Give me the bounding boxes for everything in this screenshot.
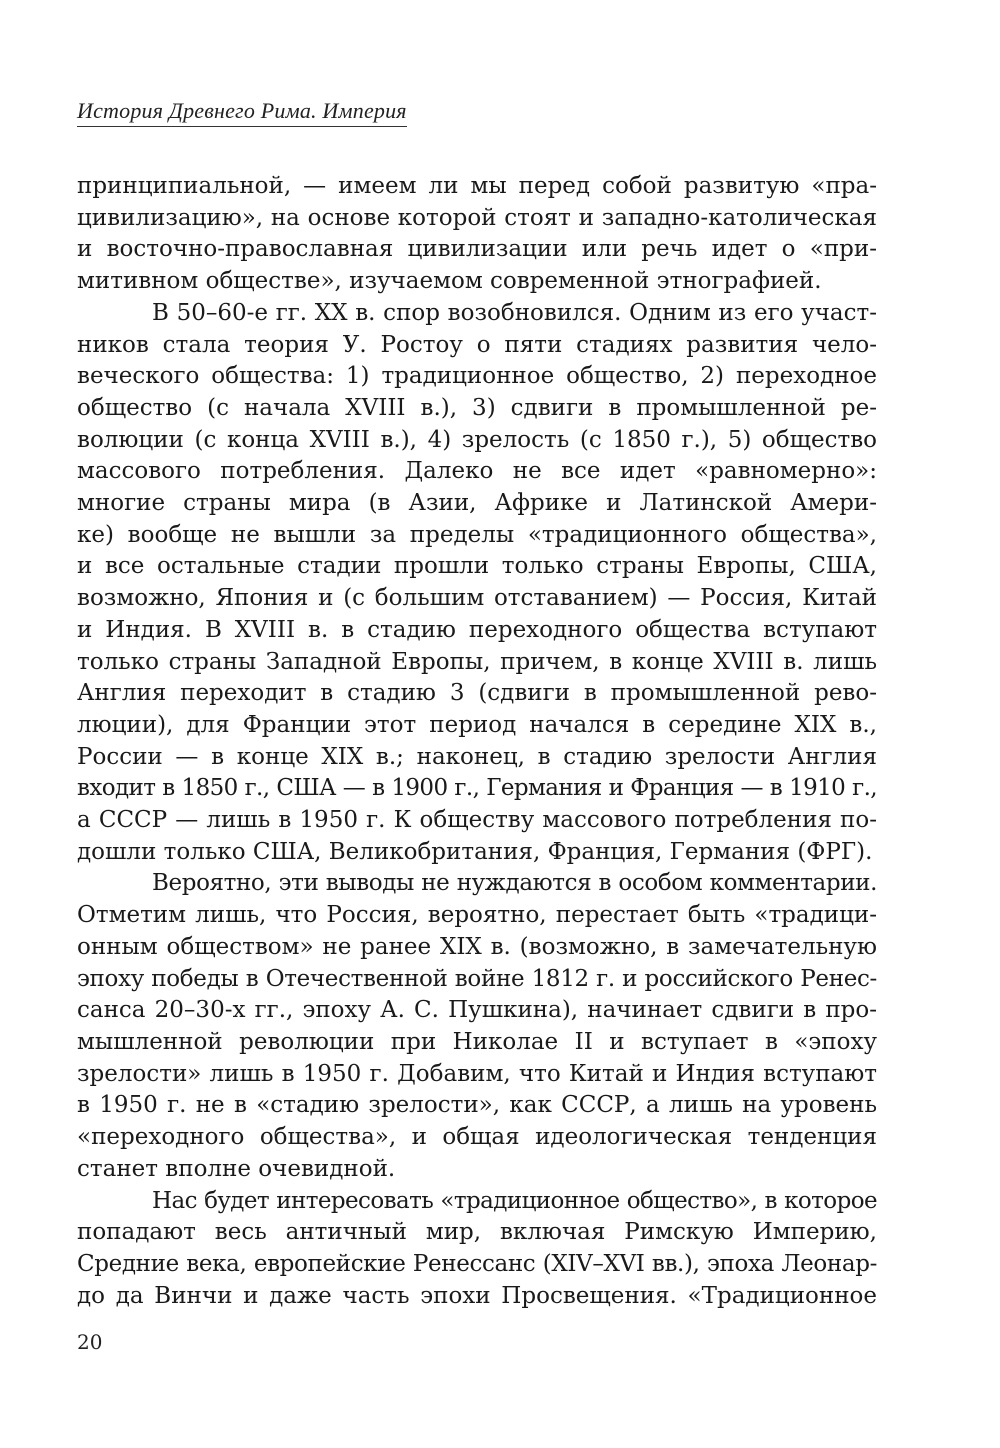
text-line: цивилизацию», на основе которой стоят и западно-католическая: [77, 204, 877, 231]
text-line: Англия переходит в стадию 3 (сдвиги в промышленной рево-: [77, 680, 877, 707]
text-line: России — в конце XIX в.; наконец, в стадию зрелости Англия: [77, 743, 877, 770]
text-line: и восточно-православная цивилизации или речь идет о «при-: [77, 236, 877, 263]
text-line: входит в 1850 г., США — в 1900 г., Германия и Франция — в 1910 г.,: [77, 775, 877, 802]
text-line: только страны Западной Европы, причем, в конце XVIII в. лишь: [77, 648, 877, 675]
text-line: и Индия. В XVIII в. в стадию переходного общества вступают: [77, 616, 877, 643]
text-line: волюции (с конца XVIII в.), 4) зрелость (с 1850 г.), 5) общество: [77, 426, 877, 453]
text-line: онным обществом» не ранее XIX в. (возможно, в замечательную: [77, 933, 877, 960]
text-line: возможно, Япония и (с большим отставанием) — Россия, Китай: [77, 585, 877, 612]
text-line: ников стала теория У. Ростоу о пяти стадиях развития чело-: [77, 331, 877, 358]
text-line: митивном обществе», изучаемом современной этнографией.: [77, 268, 822, 295]
text-line: эпоху победы в Отечественной войне 1812 г. и российского Ренес-: [77, 965, 877, 992]
text-line: массового потребления. Далеко не все идет «равномерно»:: [77, 458, 877, 485]
page-number: 20: [77, 1330, 103, 1354]
text-line: люции), для Франции этот период начался в середине XIX в.,: [77, 711, 877, 738]
running-head-title: История Древнего Рима. Империя: [77, 98, 407, 127]
text-line: ке) вообще не вышли за пределы «традиционного общества»,: [77, 521, 877, 548]
paragraph-first-line: В 50–60-е гг. XX в. спор возобновился. Одним из его участ-: [152, 299, 877, 326]
text-line: мышленной революции при Николае II и вступает в «эпоху: [77, 1028, 877, 1055]
text-line: «переходного общества», и общая идеологическая тенденция: [77, 1124, 877, 1151]
text-line: до да Винчи и даже часть эпохи Просвещения. «Традиционное: [77, 1282, 877, 1309]
text-line: многие страны мира (в Азии, Африке и Латинской Амери-: [77, 490, 877, 517]
text-line: Отметим лишь, что Россия, вероятно, перестает быть «традици-: [77, 902, 877, 929]
text-line: общество (с начала XVIII в.), 3) сдвиги в промышленной ре-: [77, 394, 877, 421]
text-line: санса 20–30-х гг., эпоху А. С. Пушкина), начинает сдвиги в про-: [77, 997, 877, 1024]
paragraph-first-line: Вероятно, эти выводы не нуждаются в особом комментарии.: [152, 870, 877, 897]
text-line: а СССР — лишь в 1950 г. К обществу массового потребления по-: [77, 807, 877, 834]
paragraph-first-line: Нас будет интересовать «традиционное общество», в которое: [152, 1187, 877, 1214]
text-line: в 1950 г. не в «стадию зрелости», как СССР, а лишь на уровень: [77, 1092, 877, 1119]
text-line: дошли только США, Великобритания, Франция, Германия (ФРГ).: [77, 838, 873, 865]
text-line: станет вполне очевидной.: [77, 1155, 396, 1182]
text-line: принципиальной, — имеем ли мы перед собой развитую «пра-: [77, 173, 877, 199]
text-line: веческого общества: 1) традиционное общество, 2) переходное: [77, 363, 877, 390]
text-line: попадают весь античный мир, включая Римскую Империю,: [77, 1219, 877, 1246]
text-line: Средние века, европейские Ренессанс (XIV–XVI вв.), эпоха Леонар-: [77, 1250, 877, 1277]
body-text: [77, 171, 877, 1312]
text-line: зрелости» лишь в 1950 г. Добавим, что Китай и Индия вступают: [77, 1060, 877, 1087]
text-line: и все остальные стадии прошли только страны Европы, США,: [77, 553, 877, 580]
